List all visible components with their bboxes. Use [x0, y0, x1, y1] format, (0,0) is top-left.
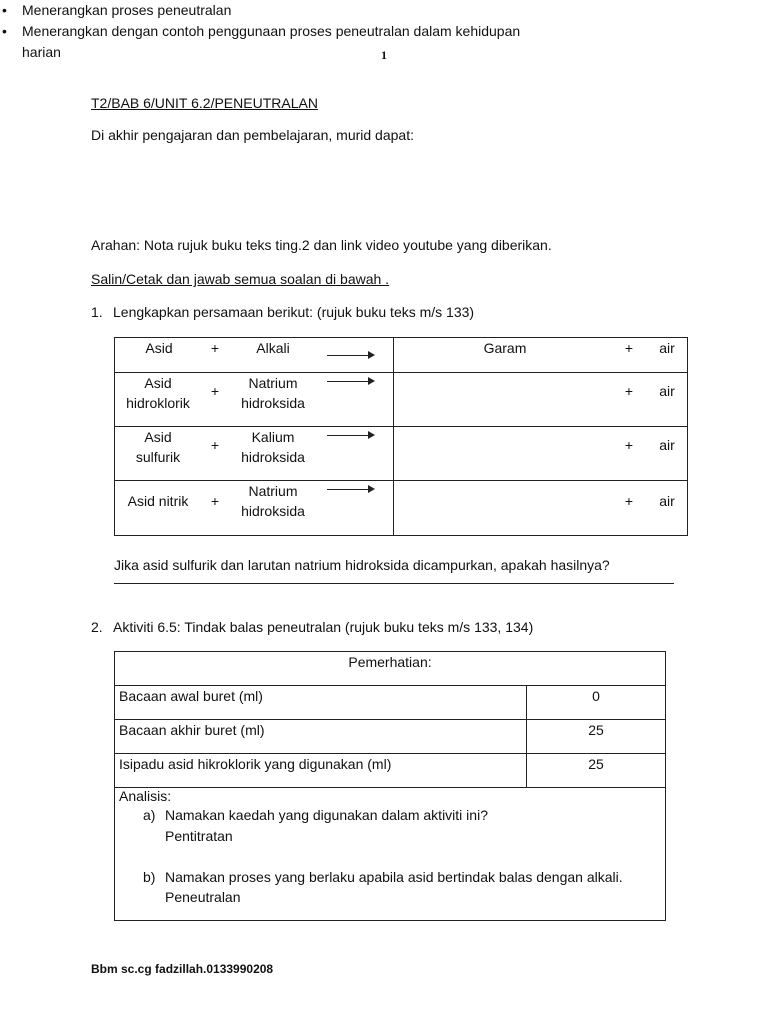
analysis-question: Namakan kaedah yang digunakan dalam aktiviti ini? — [165, 807, 488, 823]
analysis-question: Namakan proses yang berlaku apabila asid bertindak balas dengan alkali. — [165, 869, 623, 885]
equation-table — [114, 337, 688, 536]
analysis-marker: b) — [143, 869, 156, 885]
alkali-name-line: hidroksida — [241, 449, 305, 465]
alkali-name-line: hidroksida — [241, 503, 305, 519]
question-number: 2. — [91, 619, 103, 635]
table-row — [115, 685, 665, 720]
objective-item: • Menerangkan proses peneutralan — [0, 0, 580, 21]
acid-name-line: Asid — [144, 429, 172, 445]
table-row — [115, 372, 687, 427]
row-value: 25 — [588, 756, 604, 772]
acid-cell — [115, 373, 201, 413]
observation-header: Pemerhatian: — [348, 654, 432, 670]
plus-sign: + — [210, 437, 220, 453]
row-value: 0 — [592, 688, 600, 704]
footer-credit: Bbm sc.cg fadzillah.0133990208 — [91, 962, 274, 976]
page-title: T2/BAB 6/UNIT 6.2/PENEUTRALAN — [91, 95, 318, 111]
alkali-name-line: Natrium — [248, 483, 298, 499]
objectives-list — [0, 0, 580, 63]
acid-name-line: hidroklorik — [126, 395, 190, 411]
table-row — [115, 480, 687, 537]
plus-sign: + — [624, 383, 634, 399]
acid-name-line: Asid — [144, 375, 172, 391]
analysis-label: Analisis: — [119, 788, 172, 804]
plus-sign: + — [624, 493, 634, 509]
alkali-cell — [227, 427, 319, 467]
alkali-name-line: hidroksida — [241, 395, 305, 411]
table-row — [115, 426, 687, 481]
answer-line[interactable] — [114, 583, 674, 585]
question-text: Aktiviti 6.5: Tindak balas peneutralan (rujuk buku teks m/s 133, 134) — [113, 619, 534, 635]
header-acid: Asid — [145, 340, 173, 356]
question-number: 1. — [91, 304, 103, 320]
alkali-name-line: Natrium — [248, 375, 298, 391]
header-salt: Garam — [483, 340, 527, 356]
plus-sign: + — [624, 437, 634, 453]
arrow-icon — [327, 435, 373, 436]
question-text: Lengkapkan persamaan berikut: (rujuk buku teks m/s 133) — [113, 304, 475, 320]
arrow-icon — [327, 355, 373, 356]
objective-item: • Menerangkan dengan contoh penggunaan proses peneutralan dalam kehidupan harian — [0, 21, 580, 63]
acid-cell — [115, 491, 201, 511]
water-cell: air — [659, 437, 675, 453]
question-1 — [91, 304, 474, 320]
header-alkali: Alkali — [256, 340, 290, 356]
arrow-icon — [327, 381, 373, 382]
row-label: Isipadu asid hikroklorik yang digunakan (ml) — [119, 756, 392, 772]
header-plus2: + — [624, 340, 634, 356]
plus-sign: + — [210, 383, 220, 399]
instruction-text: Arahan: Nota rujuk buku teks ting.2 dan link video youtube yang diberikan. — [91, 237, 552, 253]
header-plus: + — [210, 340, 220, 356]
analysis-section — [115, 787, 665, 921]
analysis-answer: Pentitratan — [165, 828, 233, 844]
row-label: Bacaan awal buret (ml) — [119, 688, 263, 704]
water-cell: air — [659, 383, 675, 399]
row-label: Bacaan akhir buret (ml) — [119, 722, 265, 738]
acid-name-line: sulfurik — [135, 449, 181, 465]
acid-cell — [115, 427, 201, 467]
alkali-name-line: Kalium — [251, 429, 295, 445]
observation-table — [114, 651, 666, 921]
task-text: Salin/Cetak dan jawab semua soalan di bawah . — [91, 271, 390, 287]
column-divider — [526, 685, 527, 787]
question-2 — [91, 619, 533, 635]
alkali-cell — [227, 481, 319, 521]
analysis-marker: a) — [143, 807, 156, 823]
table-row — [115, 719, 665, 754]
water-cell: air — [659, 493, 675, 509]
acid-name-line: Asid nitrik — [127, 493, 189, 509]
intro-text: Di akhir pengajaran dan pembelajaran, murid dapat: — [91, 127, 414, 143]
alkali-cell — [227, 373, 319, 413]
followup-question: Jika asid sulfurik dan larutan natrium hidroksida dicampurkan, apakah hasilnya? — [114, 557, 610, 573]
header-water: air — [659, 340, 675, 356]
page-number: 1 — [381, 48, 387, 62]
arrow-icon — [327, 489, 373, 490]
plus-sign: + — [210, 493, 220, 509]
row-value: 25 — [588, 722, 604, 738]
analysis-answer: Peneutralan — [165, 889, 241, 905]
table-row-header — [115, 338, 687, 372]
table-row — [115, 753, 665, 788]
